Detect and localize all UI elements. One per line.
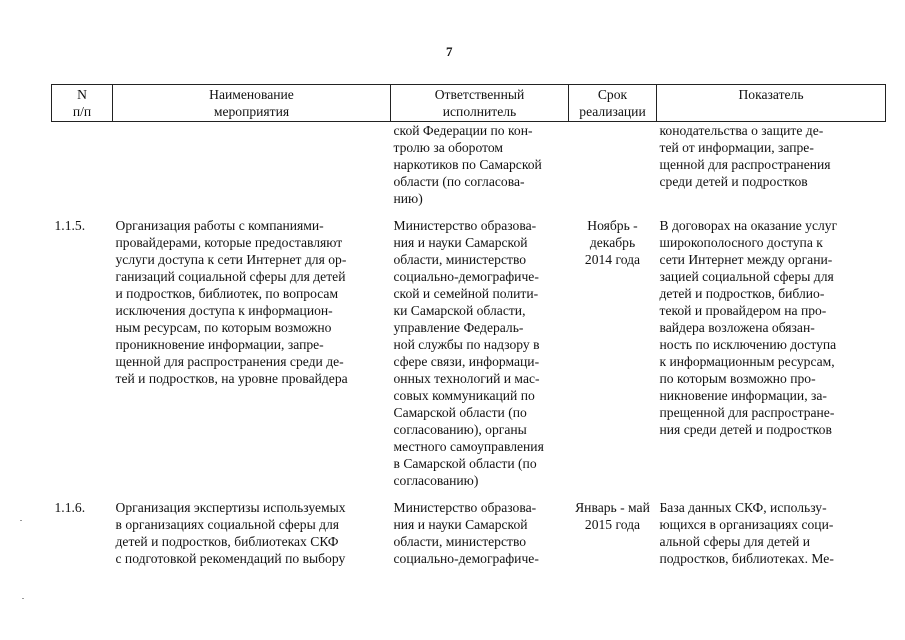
cell-name: Организация экспертизы используемых в организациях социальной сферы для детей и подростков, библиотеках СКФ с подготовкой рекомендаций по выбору bbox=[115, 500, 346, 566]
scan-speck bbox=[20, 520, 22, 521]
page-number: 7 bbox=[446, 44, 453, 59]
scan-speck bbox=[22, 598, 24, 599]
row-spacer bbox=[52, 489, 886, 499]
cell-indicator: База данных СКФ, использу- ющихся в организациях соци- альной сферы для детей и подростков, библиотеках. Ме- bbox=[659, 500, 834, 566]
header-indicator: Показатель bbox=[657, 85, 886, 122]
cell-name: Организация работы с компаниями- провайдерами, которые предоставляют услуги доступа к сети Интернет для ор- ганизаций социальной сферы для детей и подростков, библиотек, по вопросам исключения доступа к информацион- ным ресурсам, по которым возможно проникновение информации, запре- щенной для распространения среди де- тей и подростков, на уровне провайдера bbox=[115, 218, 348, 386]
header-num: N п/п bbox=[52, 85, 113, 122]
header-term: Срок реализации bbox=[569, 85, 657, 122]
cell-indicator: В договорах на оказание услуг широкополосного доступа к сети Интернет между органи- зацией социальной сферы для детей и подростков, библио- текой и провайдером на про- вайдера возложена обязан- ность по исключению доступа к информационным ресурсам, по которым возможно про- никновение информации, за- прещенной для распростране- ния среди детей и подростков bbox=[659, 218, 838, 437]
table-header-row bbox=[52, 85, 886, 122]
table-row bbox=[52, 499, 886, 567]
header-responsible: Ответственный исполнитель bbox=[391, 85, 569, 122]
cell-responsible: Министерство образова- ния и науки Самарской области, министерство социально-демографиче- ской и семейной полити- ки Самарской области, управление Федераль- ной службы по надзору в сфере связи, информаци- онных технологий и мас- совых коммуникаций по Самарской области (по согласованию), органы местного самоуправления в Самарской области (по согласованию) bbox=[393, 218, 544, 488]
header-name: Наименование мероприятия bbox=[113, 85, 391, 122]
cell-name bbox=[113, 122, 391, 208]
cell-num: 1.1.6. bbox=[54, 500, 86, 515]
cell-indicator: конодательства о защите де- тей от информации, запре- щенной для распространения среди детей и подростков bbox=[659, 123, 831, 189]
table-row bbox=[52, 122, 886, 208]
table-row bbox=[52, 217, 886, 489]
cell-responsible: Министерство образова- ния и науки Самарской области, министерство социально-демографиче- bbox=[393, 500, 539, 566]
cell-responsible: ской Федерации по кон- тролю за оборотом наркотиков по Самарской области (по согласова- нию) bbox=[393, 123, 542, 206]
row-spacer bbox=[52, 207, 886, 217]
cell-num: 1.1.5. bbox=[54, 218, 86, 233]
measures-table bbox=[51, 84, 886, 567]
cell-term: Январь - май 2015 года bbox=[575, 500, 650, 532]
cell-num bbox=[52, 122, 113, 208]
cell-term bbox=[569, 122, 657, 208]
cell-term: Ноябрь - декабрь 2014 года bbox=[584, 218, 641, 267]
